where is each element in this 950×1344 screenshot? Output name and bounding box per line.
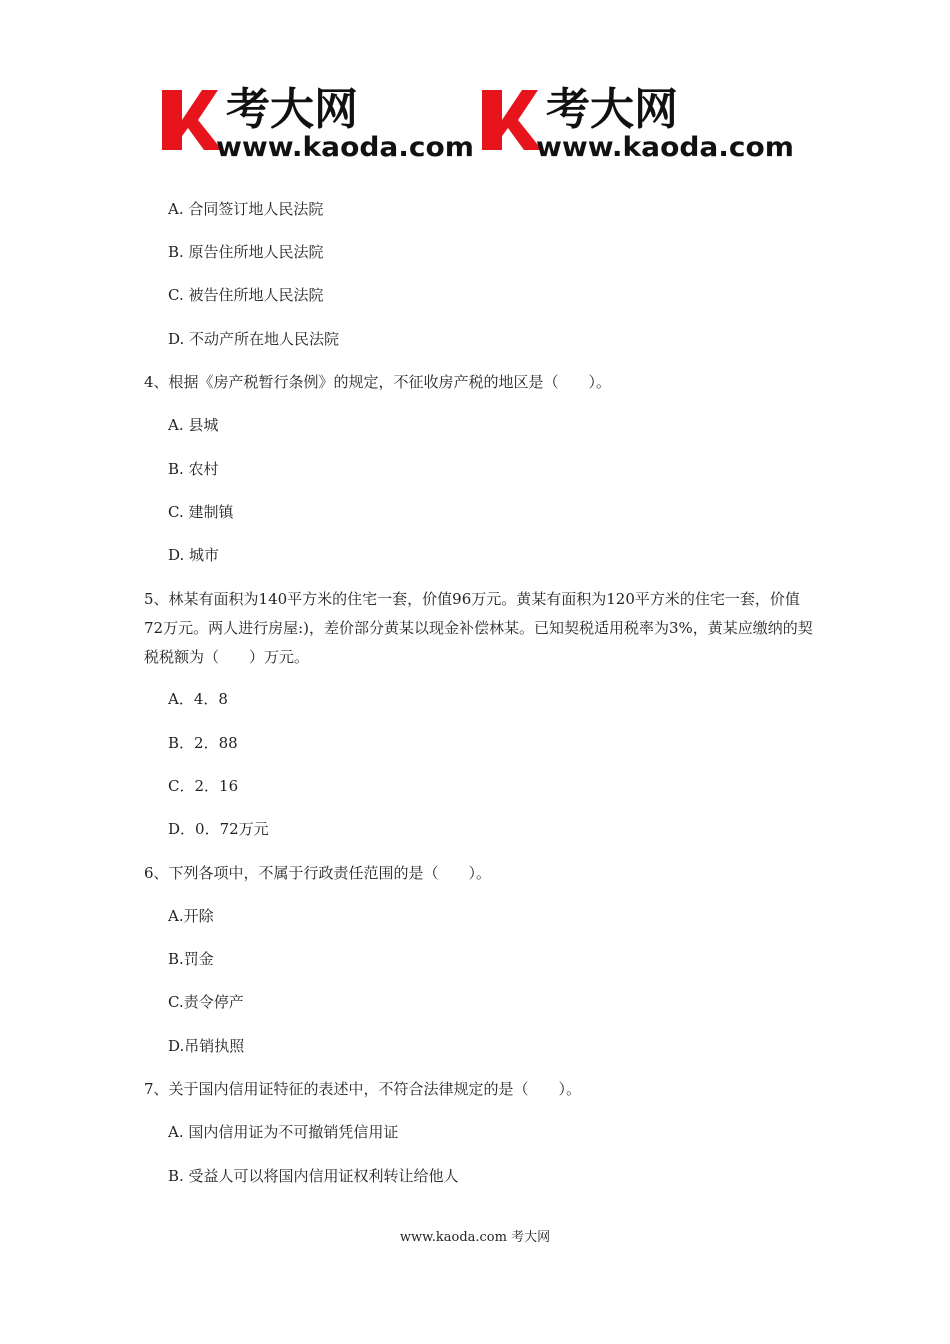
option-q4-d: D. 城市 — [168, 546, 220, 564]
kaoda-logo — [480, 76, 798, 162]
question-6: 6、下列各项中，不属于行政责任范围的是（ ）。 — [144, 864, 492, 882]
option-q5-b: B．2．88 — [168, 734, 238, 752]
question-7: 7、关于国内信用证特征的表述中，不符合法律规定的是（ ）。 — [144, 1080, 582, 1098]
option-q5-a: A．4．8 — [168, 690, 228, 708]
option-q6-a: A.开除 — [168, 907, 214, 925]
kaoda-logo-graphic — [160, 76, 478, 162]
option-q6-d: D.吊销执照 — [168, 1037, 245, 1055]
logo-name: 考大网 — [226, 84, 358, 135]
logo-url: www.kaoda.com — [216, 132, 474, 162]
k-mark-icon — [482, 90, 542, 150]
question-4: 4、根据《房产税暂行条例》的规定，不征收房产税的地区是（ ）。 — [144, 373, 612, 391]
k-mark-icon — [162, 90, 222, 150]
option-q7-b: B. 受益人可以将国内信用证权利转让给他人 — [168, 1167, 459, 1185]
kaoda-logo-graphic — [480, 76, 798, 162]
option-q3-c: C. 被告住所地人民法院 — [168, 286, 324, 304]
option-q4-a: A. 县城 — [168, 416, 219, 434]
option-q3-b: B. 原告住所地人民法院 — [168, 243, 324, 261]
option-q3-d: D. 不动产所在地人民法院 — [168, 330, 340, 348]
option-q5-c: C．2．16 — [168, 777, 239, 795]
option-q3-a: A. 合同签订地人民法院 — [168, 200, 324, 218]
option-q4-c: C. 建制镇 — [168, 503, 234, 521]
option-q6-b: B.罚金 — [168, 950, 214, 968]
page-footer: www.kaoda.com 考大网 — [399, 1230, 551, 1245]
option-q5-d: D．0．72万元 — [168, 820, 269, 838]
kaoda-logo — [160, 76, 478, 162]
logo-name: 考大网 — [546, 84, 678, 135]
option-q4-b: B. 农村 — [168, 460, 219, 478]
question-5: 5、林某有面积为140平方米的住宅一套，价值96万元。黄某有面积为120平方米的住宅一套，价值72万元。两人进行房屋:)，差价部分黄某以现金补偿林某。已知契税适用税率为3%，黄某应缴纳的契税税额为（ ）万元。 — [144, 590, 813, 666]
option-q7-a: A. 国内信用证为不可撤销凭信用证 — [168, 1123, 399, 1141]
option-q6-c: C.责令停产 — [168, 993, 244, 1011]
logo-url: www.kaoda.com — [536, 132, 794, 162]
